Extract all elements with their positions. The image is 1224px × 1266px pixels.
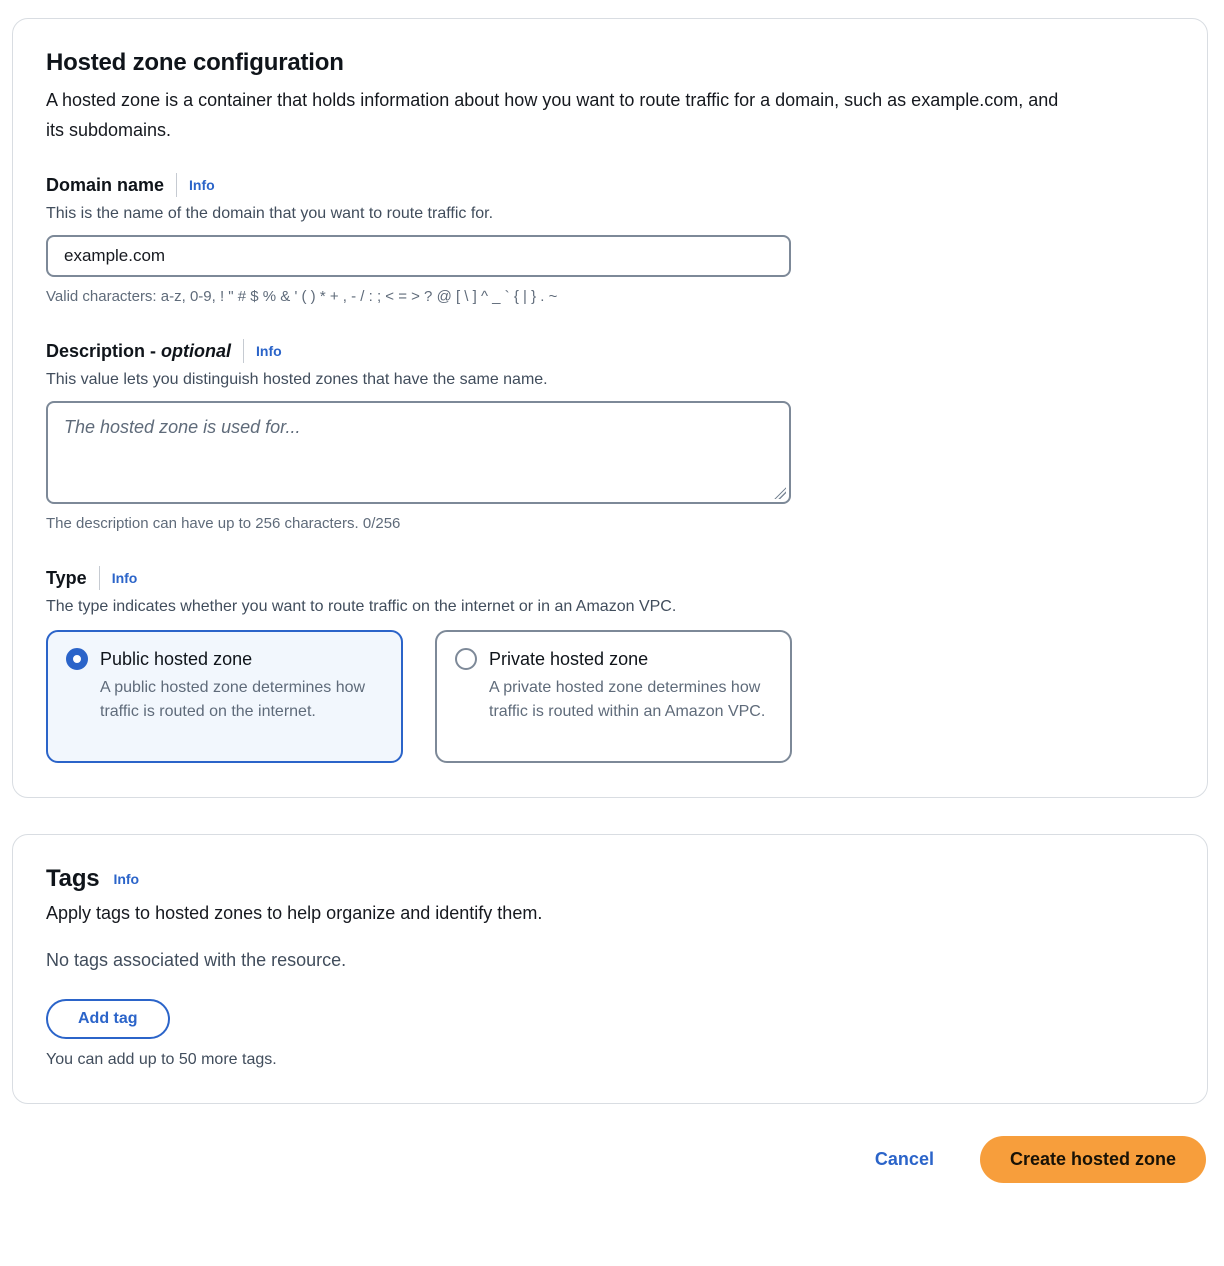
cancel-button[interactable]: Cancel (874, 1149, 934, 1169)
domain-name-field (46, 173, 1174, 307)
description-constraint-text: The description can have up to 256 characters. 0/256 (46, 515, 401, 532)
private-hosted-zone-description: A private hosted zone determines how traffic is routed within an Amazon VPC. (489, 679, 766, 720)
private-hosted-zone-tile[interactable] (435, 630, 792, 763)
domain-name-label: Domain name (46, 174, 165, 195)
description-helper-text: This value lets you distinguish hosted zones that have the same name. (46, 371, 548, 388)
public-hosted-zone-description: A public hosted zone determines how traffic is routed on the internet. (100, 679, 366, 720)
hosted-zone-configuration-panel (12, 18, 1208, 798)
radio-unselected-icon[interactable] (455, 648, 477, 670)
label-divider (176, 173, 177, 197)
label-divider (99, 566, 100, 590)
create-hosted-zone-button[interactable]: Create hosted zone (980, 1136, 1206, 1183)
tags-title: Tags (46, 865, 100, 892)
domain-name-helper-text: This is the name of the domain that you want to route traffic for. (46, 205, 494, 222)
type-field (46, 566, 1174, 763)
domain-name-input[interactable] (46, 235, 791, 277)
public-hosted-zone-tile[interactable] (46, 630, 403, 763)
type-label: Type (46, 567, 87, 588)
description-textarea[interactable] (46, 401, 791, 504)
radio-selected-icon[interactable] (66, 648, 88, 670)
form-actions (0, 1136, 1206, 1223)
tags-empty-state-text: No tags associated with the resource. (46, 950, 347, 970)
domain-name-info-link[interactable]: Info (189, 177, 215, 193)
tags-constraint-text: You can add up to 50 more tags. (46, 1051, 277, 1068)
tags-panel (12, 834, 1208, 1104)
panel-description: A hosted zone is a container that holds information about how you want to route traffic for a domain, such as example.com, and its subdomains. (46, 90, 1059, 140)
description-label: Description - optional (46, 340, 232, 361)
type-radio-group (46, 630, 1174, 763)
public-hosted-zone-title: Public hosted zone (100, 648, 253, 669)
tags-info-link[interactable]: Info (113, 871, 140, 887)
panel-title: Hosted zone configuration (46, 49, 344, 76)
label-divider (243, 339, 244, 363)
type-helper-text: The type indicates whether you want to route traffic on the internet or in an Amazon VPC. (46, 598, 677, 615)
description-field (46, 339, 1174, 534)
add-tag-button[interactable]: Add tag (46, 999, 170, 1039)
description-optional-label: optional (161, 340, 232, 361)
resize-handle-icon[interactable] (774, 487, 786, 499)
tags-helper-text: Apply tags to hosted zones to help organize and identify them. (46, 903, 543, 923)
description-info-link[interactable]: Info (256, 343, 282, 359)
type-info-link[interactable]: Info (111, 570, 138, 586)
domain-name-constraint-text: Valid characters: a-z, 0-9, ! " # $ % & ' ( ) * + , - / : ; < = > ? @ [ \ ] ^ _ ` { | } . ~ (46, 288, 558, 305)
private-hosted-zone-title: Private hosted zone (489, 648, 649, 669)
